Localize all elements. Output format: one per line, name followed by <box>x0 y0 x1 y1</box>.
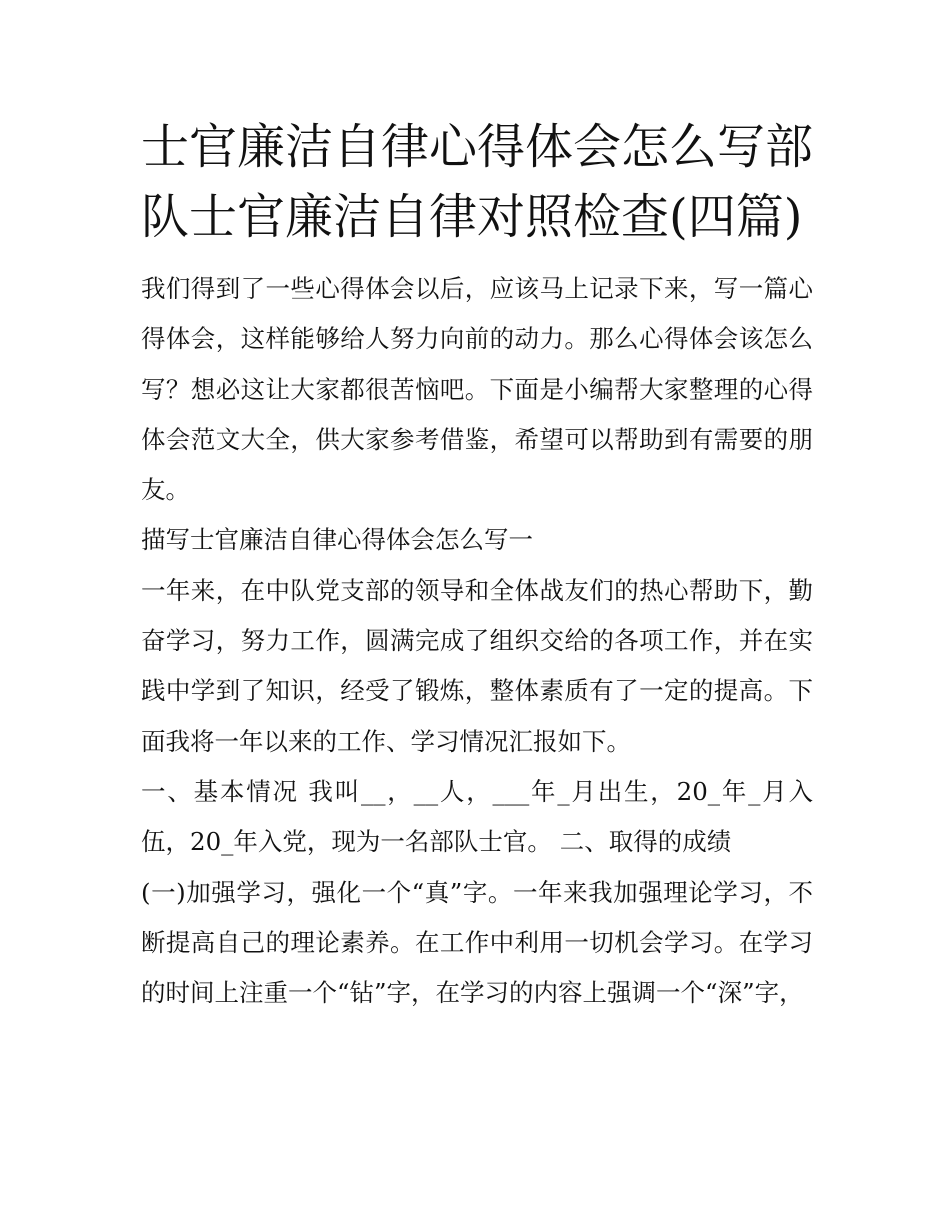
paragraph-intro: 我们得到了一些心得体会以后，应该马上记录下来，写一篇心得体会，这样能够给人努力向前的动力。那么心得体会该怎么写？想必这让大家都很苦恼吧。下面是小编帮大家整理的心得体会范文大全，供大家参考借鉴，希望可以帮助到有需要的朋友。 <box>141 274 813 505</box>
paragraph-body: 一年来，在中队党支部的领导和全体战友们的热心帮助下，勤奋学习，努力工作，圆满完成了组织交给的各项工作，并在实践中学到了知识，经受了锻炼，整体素质有了一定的提高。下面我将一年以来的工作、学习情况汇报如下。 <box>141 575 813 756</box>
document-page <box>141 112 813 1018</box>
paragraph-basic-info: 一、基本情况 我叫__，__人，___年_月出生，20_年_月入伍，20_年入党，现为一名部队士官。 二、取得的成绩 <box>141 776 813 857</box>
document-title: 士官廉洁自律心得体会怎么写部队士官廉洁自律对照检查(四篇) <box>141 119 814 245</box>
paragraph-study: (一)加强学习，强化一个“真”字。一年来我加强理论学习，不断提高自己的理论素养。在工作中利用一切机会学习。在学习的时间上注重一个“钻”字，在学习的内容上强调一个“深”字， <box>141 877 813 1008</box>
section-heading: 描写士官廉洁自律心得体会怎么写一 <box>141 525 533 555</box>
